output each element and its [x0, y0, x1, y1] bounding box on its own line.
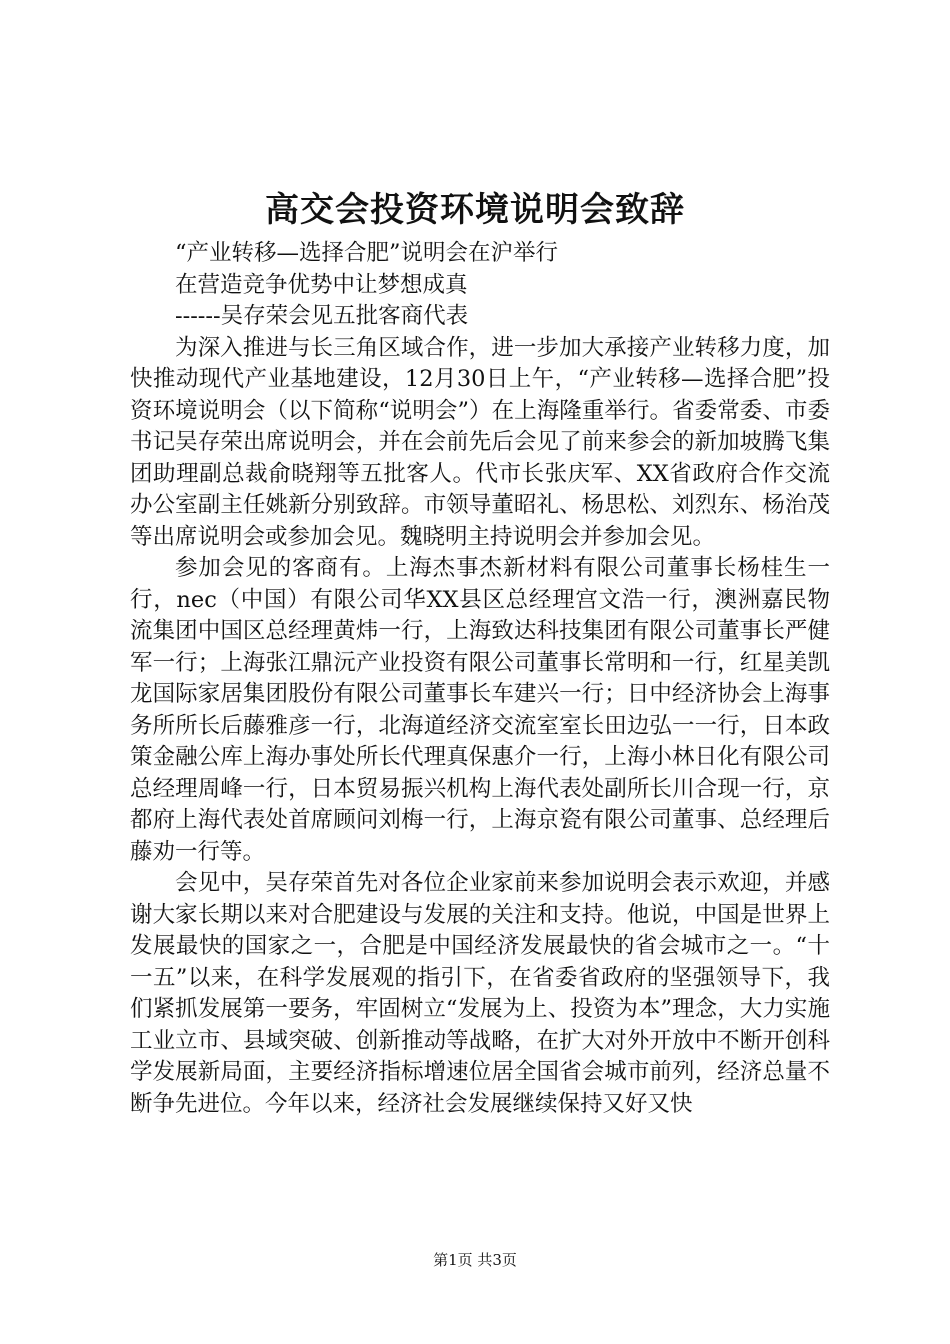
body-paragraph: 参加会见的客商有。上海杰事杰新材料有限公司董事长杨桂生一行，nec（中国）有限公司华XX县区总经理宫文浩一行，澳洲嘉民物流集团中国区总经理黄炜一行，上海致达科技集团有限公司董事长严健军一行；上海张江鼎沅产业投资有限公司董事长常明和一行，红星美凯龙国际家居集团股份有限公司董事长车建兴一行；日中经济协会上海事务所所长后藤雅彦一行，北海道经济交流室室长田边弘一一行，日本政策金融公库上海办事处所长代理真保惠介一行，上海小林日化有限公司总经理周峰一行，日本贸易振兴机构上海代表处副所长川合现一行，京都府上海代表处首席顾问刘梅一行，上海京瓷有限公司董事、总经理后藤劝一行等。 — [130, 555, 830, 865]
document-title: 高交会投资环境说明会致辞 — [265, 190, 685, 230]
document-body — [130, 238, 830, 1120]
subtitle-line: 在营造竞争优势中让梦想成真 — [175, 271, 468, 298]
subtitle-line: ------吴存荣会见五批客商代表 — [175, 303, 469, 329]
page-number-footer: 第1页 共3页 — [433, 1251, 517, 1269]
subtitle-line: “产业转移—选择合肥”说明会在沪举行 — [175, 240, 559, 266]
body-paragraph: 会见中，吴存荣首先对各位企业家前来参加说明会表示欢迎，并感谢大家长期以来对合肥建设与发展的关注和支持。他说，中国是世界上发展最快的国家之一，合肥是中国经济发展最快的省会城市之一。“十一五”以来，在科学发展观的指引下，在省委省政府的坚强领导下，我们紧抓发展第一要务，牢固树立“发展为上、投资为本”理念，大力实施工业立市、县域突破、创新推动等战略，在扩大对外开放中不断开创科学发展新局面，主要经济指标增速位居全国省会城市前列，经济总量不断争先进位。今年以来，经济社会发展继续保持又好又快 — [130, 870, 830, 1117]
body-paragraph: 为深入推进与长三角区域合作，进一步加大承接产业转移力度，加快推动现代产业基地建设，12月30日上午，“产业转移—选择合肥”投资环境说明会（以下简称“说明会”）在上海隆重举行。省委常委、市委书记吴存荣出席说明会，并在会前先后会见了前来参会的新加坡腾飞集团助理副总裁俞晓翔等五批客人。代市长张庆军、XX省政府合作交流办公室副主任姚新分别致辞。市领导董昭礼、杨思松、刘烈东、杨治茂等出席说明会或参加会见。魏晓明主持说明会并参加会见。 — [130, 334, 830, 550]
